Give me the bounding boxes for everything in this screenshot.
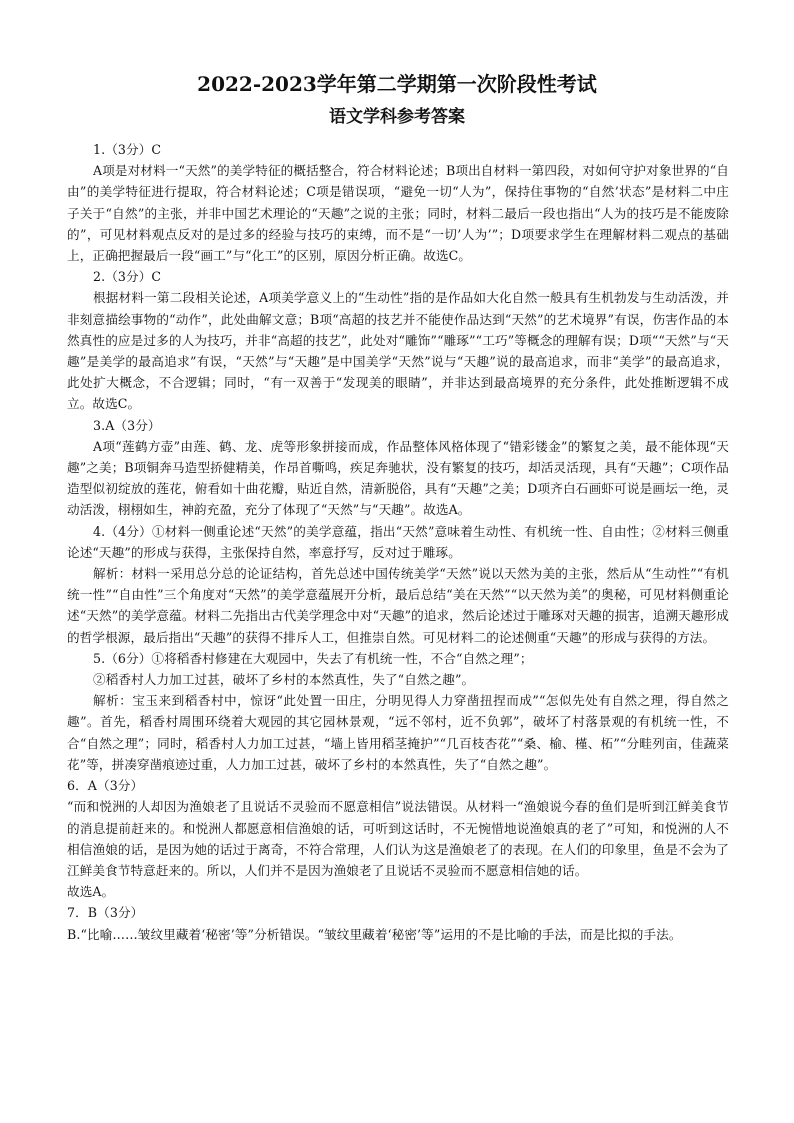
answer-paragraph: 7．B（3分）: [67, 905, 144, 921]
answer-paragraph: ②稻香村人力加工过甚，破坏了乡村的本然真性，失了“自然之趣”。: [93, 672, 475, 688]
answer-paragraph: 1.（3分）C: [93, 142, 162, 157]
page-subtitle: 语文学科参考答案: [329, 107, 465, 127]
page-title: 2022-2023学年第二学期第一次阶段性考试: [197, 72, 597, 96]
answer-content: [67, 139, 729, 945]
answer-paragraph: 解析：材料一采用总分总的论证结构，首先总述中国传统美学“天然”说以天然为美的主张，然后从“生动性”“有机统一性”“自由性”三个角度对“天然”的美学意蕴展开分析，最后总结“美在天然”“以天然为美”的奥秘，可见材料侧重论述“天然”的美学意蕴。材料二先指出古代美学理念中对“天趣”的追求，然后论述过于雕琢对天趣的损害，追溯天趣形成的哲学根源，最后指出“天趣”的获得不排斥人工，但推崇自然。可见材料二的论述侧重“天趣”的形成与获得的方法。: [67, 566, 729, 645]
answer-paragraph: 3.A（3分）: [93, 417, 161, 433]
answer-paragraph: 故选A。: [67, 884, 115, 900]
answer-paragraph: 4.（4分）①材料一侧重论述“天然”的美学意蕴，指出“天然”意味着生动性、有机统一性、自由性；②材料三侧重论述“天趣”的形成与获得，主张保持自然，率意抒写，反对过于雕琢。: [67, 523, 729, 560]
answer-paragraph: 解析：宝玉来到稻香村中，惊讶“此处置一田庄，分明见得人力穿凿扭捏而成”“怎似先处有自然之理，得自然之趣”。首先，稻香村周围环绕着大观园的其它园林景观，“远不邻村，近不负郭”，破坏了村落景观的有机统一性，不合“自然之理”；同时，稻香村人力加工过甚，“墙上皆用稻茎掩护”“几百枝杏花”“桑、榆、槿、柘”“分畦列亩，佳蔬菜花”等，拼凑穿凿痕迹过重，人力加工过甚，破坏了乡村的本然真性，失了“自然之趣”。: [67, 693, 729, 772]
answer-paragraph: 5.（6分）①将稻香村修建在大观园中，失去了有机统一性，不合“自然之理”；: [93, 650, 533, 666]
answer-paragraph: B.“比喻……皱纹里藏着‘秘密’等”分析错误。“皱纹里藏着‘秘密’等”运用的不是比喻的手法，而是比拟的手法。: [67, 926, 682, 942]
answer-paragraph: 6．A（3分）: [67, 778, 144, 794]
answer-paragraph: 根据材料一第二段相关论述，A项美学意义上的“生动性”指的是作品如大化自然一般具有生机勃发与生动活泼，并非刻意描绘事物的“动作”，此处曲解文意；B项“高超的技艺并不能使作品达到“天然”的艺术境界”有误，伤害作品的本然真性的应是过多的人为技巧，并非“高超的技艺”，此处对“雕饰”“雕琢”“工巧”等概念的理解有误；D项““天然”与“天趣”是美学的最高追求”有误，“天然”与“天趣”是中国美学“天然”说与“天趣”说的最高追求，而非“美学”的最高追求，此处扩大概念，不合逻辑；同时，“有一双善于“发现美的眼睛”，并非达到最高境界的充分条件，此处推断逻辑不成立。故选C。: [67, 290, 729, 412]
answer-paragraph: 2.（3分）C: [93, 269, 162, 285]
answer-paragraph: A项“莲鹤方壶”由莲、鹤、龙、虎等形象拼接而成，作品整体风格体现了“错彩镂金”的繁复之美，最不能体现“天趣”之美；B项铜奔马造型挢健精美，作昂首嘶鸣，疾足奔驰状，没有繁复的技巧，却活灵活现，具有“天趣”；C项作品造型似初绽放的莲花，俯看如十曲花瓣，贴近自然，清新脱俗，具有“天趣”之美；D项齐白石画虾可说是画坛一绝，灵动活泼，栩栩如生，神韵充盈，充分了体现了“天然”与“天趣”。故选A。: [67, 438, 729, 518]
answer-paragraph: “而和悦洲的人却因为渔娘老了且说话不灵验而不愿意相信”说法错误。从材料一“渔娘说今春的鱼们是听到江鲜美食节的消息提前赶来的。和悦洲人都愿意相信渔娘的话，可听到这话时，不无惋惜地说渔娘真的老了”可知，和悦洲的人不相信渔娘的话，是因为她的话过于离奇，不符合常理，人们认为这是渔娘老了的表现。在人们的印象里，鱼是不会为了江鲜美食节特意赶来的。所以，人们并不是因为渔娘老了且说话不灵验而不愿意相信她的话。: [67, 799, 729, 878]
answer-paragraph: A项是对材料一“天然”的美学特征的概括整合，符合材料论述；B项出自材料一第四段，对如何守护对象世界的“自由”的美学特征进行提取，符合材料论述；C项是错误项，“避免一切“人为”，保持住事物的“自然’状态”是材料二中庄子关于“自然”的主张，并非中国艺术理论的“天趣”之说的主张；同时，材料二最后一段也指出“人为的技巧是不能废除的”，可见材料观点反对的是过多的经验与技巧的束缚，而不是“一切’人为’”；D项要求学生在理解材料二观点的基础上，正确把握最后一段“画工”与“化工”的区别，原因分析正确。故选C。: [67, 163, 729, 264]
